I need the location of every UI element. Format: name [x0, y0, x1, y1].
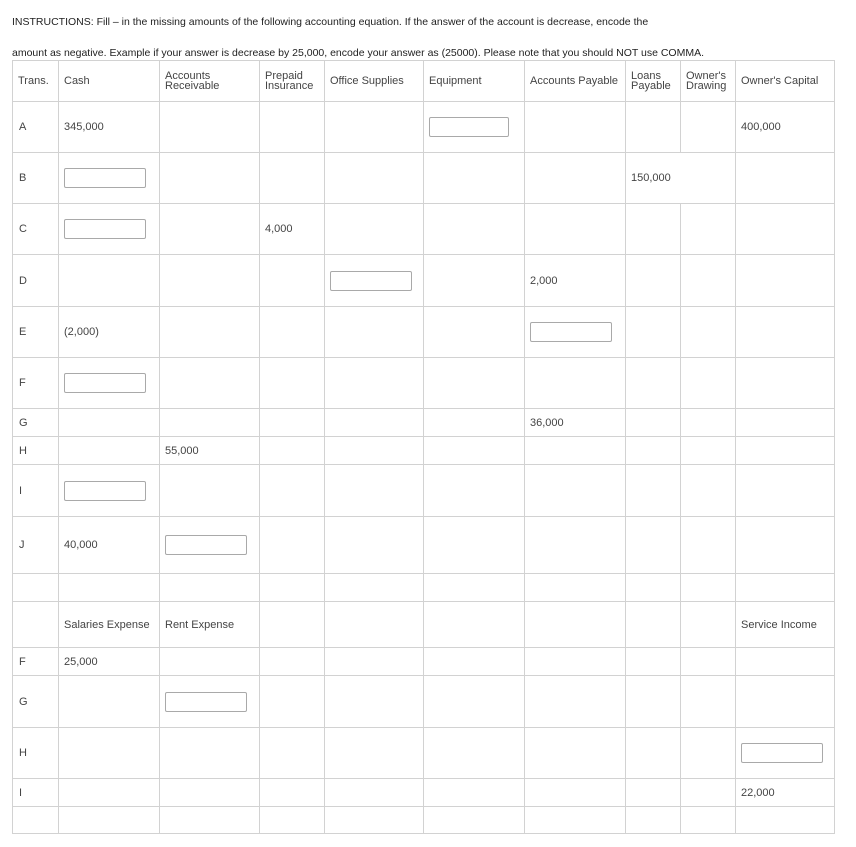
trans-label: E — [13, 307, 59, 358]
instructions-line-1: INSTRUCTIONS: Fill – in the missing amounts of the following accounting equation. If the answer of the account is decrease, encode the — [12, 16, 649, 28]
instructions-line-2: amount as negative. Example if your answer is decrease by 25,000, encode your answer as (25000). Please note that you should NOT use COMMA. — [12, 47, 705, 59]
header-service-income: Service Income — [736, 602, 835, 648]
trans-label: H — [13, 437, 59, 465]
cash-value: 345,000 — [59, 102, 160, 153]
trans-label: F — [13, 358, 59, 409]
trans-label: D — [13, 255, 59, 307]
trans-label: I — [13, 465, 59, 517]
trans-label: G — [13, 409, 59, 437]
header-office-supplies: Office Supplies — [325, 61, 424, 102]
table-row — [13, 153, 835, 204]
service-value: 22,000 — [736, 779, 835, 807]
separator-row — [13, 574, 835, 602]
trans-label: A — [13, 102, 59, 153]
header-owners-capital: Owner's Capital — [736, 61, 835, 102]
trans-label: H — [13, 728, 59, 779]
table-row — [13, 255, 835, 307]
header-trans: Trans. — [13, 61, 59, 102]
table-row — [13, 204, 835, 255]
ap-value: 2,000 — [525, 255, 626, 307]
cash-value: (2,000) — [59, 307, 160, 358]
empty-row — [13, 807, 835, 834]
header-row — [13, 61, 835, 102]
header-accounts-receivable: Accounts Receivable — [160, 61, 260, 102]
header-loans-payable: Loans Payable — [626, 61, 681, 102]
table-row — [13, 779, 835, 807]
table-row — [13, 307, 835, 358]
trans-label: C — [13, 204, 59, 255]
table-row — [13, 728, 835, 779]
trans-label: I — [13, 779, 59, 807]
ap-value: 36,000 — [525, 409, 626, 437]
table-row — [13, 358, 835, 409]
header-prepaid-insurance: Prepaid Insurance — [260, 61, 325, 102]
ap-e-input[interactable] — [530, 322, 612, 342]
table-row — [13, 676, 835, 728]
header-accounts-payable: Accounts Payable — [525, 61, 626, 102]
cash-f-input[interactable] — [64, 373, 146, 393]
cash-c-input[interactable] — [64, 219, 146, 239]
service-h-input[interactable] — [741, 743, 823, 763]
prepaid-value: 4,000 — [260, 204, 325, 255]
trans-label: G — [13, 676, 59, 728]
table-row — [13, 409, 835, 437]
table-row — [13, 437, 835, 465]
trans-label: F — [13, 648, 59, 676]
header-salaries-expense: Salaries Expense — [59, 602, 160, 648]
trans-label: J — [13, 517, 59, 574]
table-row — [13, 465, 835, 517]
supplies-d-input[interactable] — [330, 271, 412, 291]
cash-b-input[interactable] — [64, 168, 146, 188]
capital-value: 400,000 — [736, 102, 835, 153]
header-cash: Cash — [59, 61, 160, 102]
cash-i-input[interactable] — [64, 481, 146, 501]
accounting-equation-table — [12, 60, 835, 834]
income-expense-header-row — [13, 602, 835, 648]
header-equipment: Equipment — [424, 61, 525, 102]
ar-value: 55,000 — [160, 437, 260, 465]
table-row — [13, 102, 835, 153]
table-row — [13, 517, 835, 574]
rent-g-input[interactable] — [165, 692, 247, 712]
header-owners-drawing: Owner's Drawing — [681, 61, 736, 102]
table-row — [13, 648, 835, 676]
ar-j-input[interactable] — [165, 535, 247, 555]
header-rent-expense: Rent Expense — [160, 602, 260, 648]
trans-label: B — [13, 153, 59, 204]
loans-value: 150,000 — [626, 153, 736, 204]
equipment-a-input[interactable] — [429, 117, 509, 137]
cash-value: 40,000 — [59, 517, 160, 574]
salaries-value: 25,000 — [59, 648, 160, 676]
